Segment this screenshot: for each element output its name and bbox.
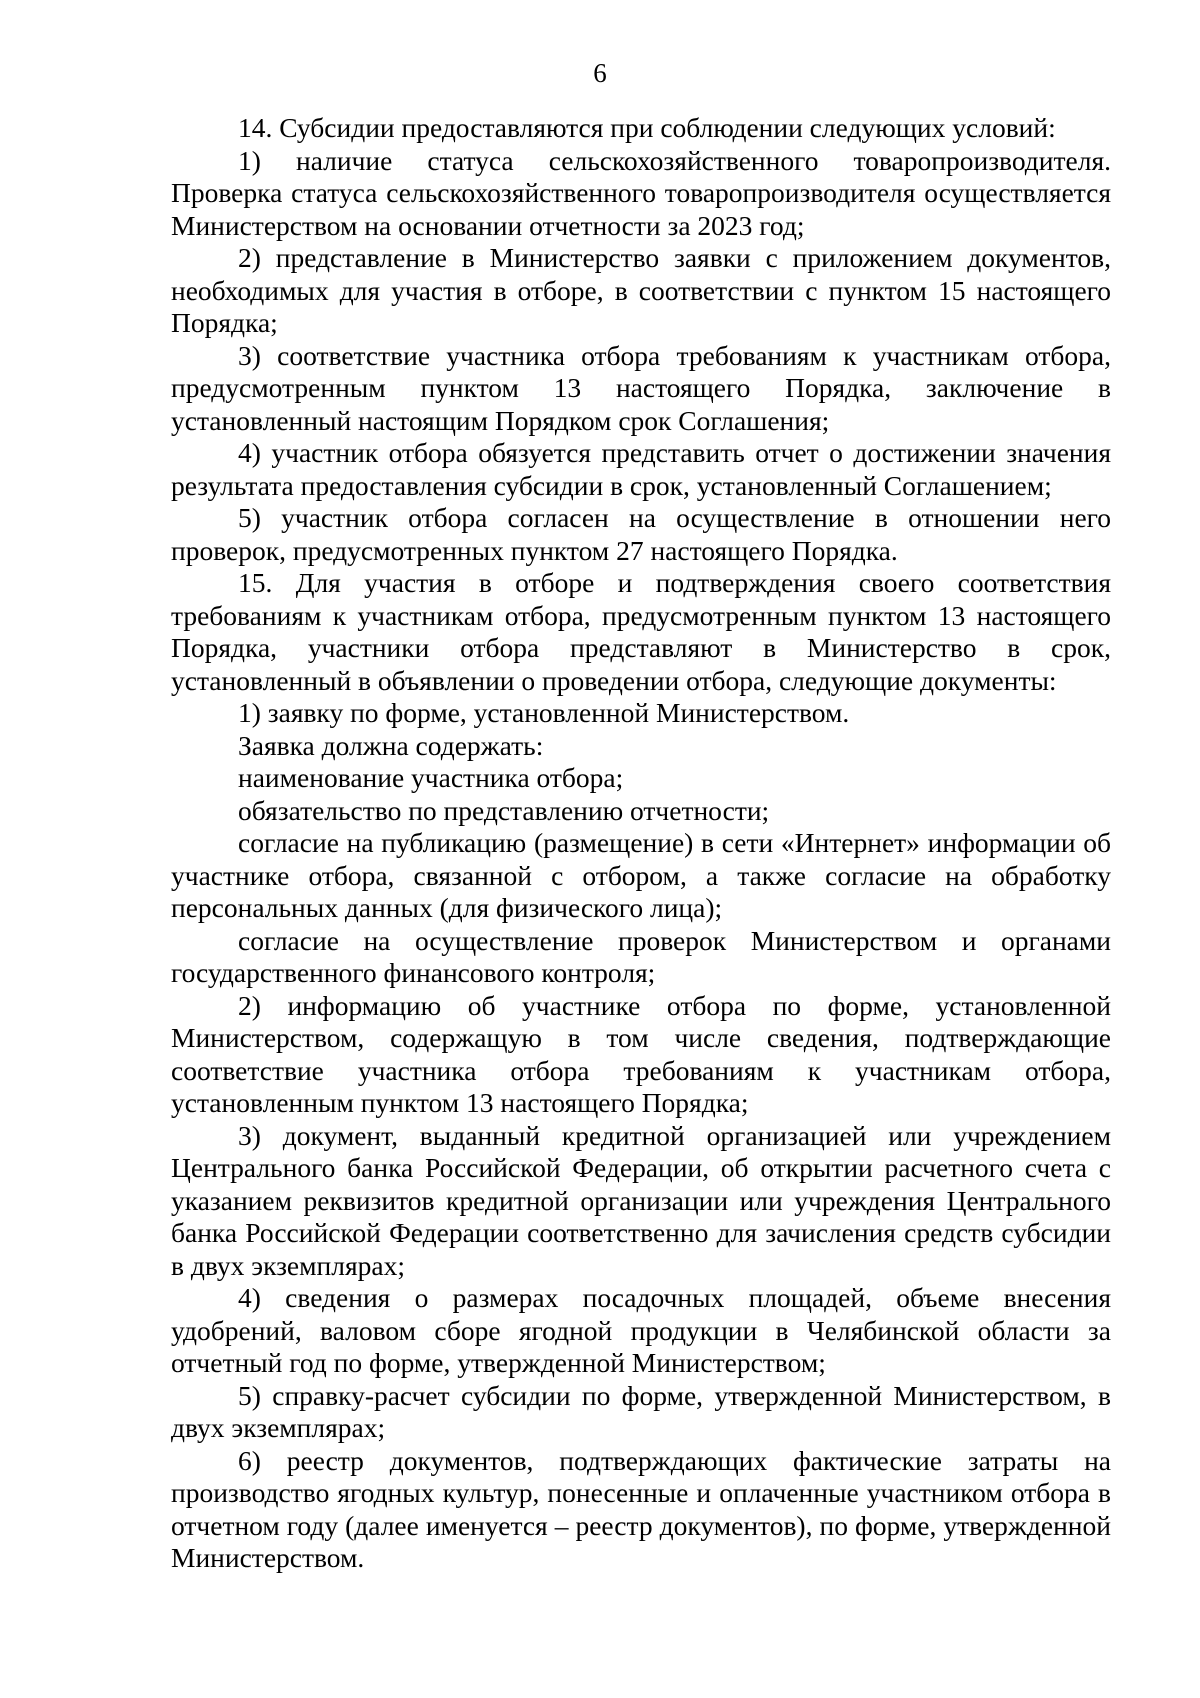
- paragraph-15-6: 6) реестр документов, подтверждающих фактические затраты на производство ягодных культур, понесенные и оплаченные участником отбора в отчетном году (далее именуется – реестр документов), по форме, утвержденной Министерством.: [171, 1444, 1111, 1573]
- document-body: [171, 112, 1111, 1575]
- paragraph-14-5: 5) участник отбора согласен на осуществление в отношении него проверок, предусмотренных пунктом 27 настоящего Порядка.: [171, 502, 1111, 566]
- paragraph-15-5: 5) справку-расчет субсидии по форме, утвержденной Министерством, в двух экземплярах;: [171, 1379, 1111, 1443]
- application-contents-intro: Заявка должна содержать:: [238, 729, 544, 761]
- paragraph-14-4: 4) участник отбора обязуется представить отчет о достижении значения результата предоставления субсидии в срок, установленный Соглашением;: [171, 437, 1111, 501]
- paragraph-14-2: 2) представление в Министерство заявки с приложением документов, необходимых для участия в отборе, в соответствии с пунктом 15 настоящего Порядка;: [171, 242, 1111, 338]
- paragraph-15-3: 3) документ, выданный кредитной организацией или учреждением Центрального банка Российской Федерации, об открытии расчетного счета с указанием реквизитов кредитной организации или учреждения Центрального банка Российской Федерации соответственно для зачисления средств субсидии в двух экземплярах;: [171, 1119, 1111, 1281]
- application-item-reporting: обязательство по представлению отчетности;: [238, 794, 770, 826]
- paragraph-15-1: 1) заявку по форме, установленной Министерством.: [238, 697, 850, 728]
- application-item-inspection-consent: согласие на осуществление проверок Министерством и органами государственного финансового контроля;: [171, 924, 1111, 988]
- application-item-name: наименование участника отбора;: [238, 762, 624, 793]
- paragraph-15: 15. Для участия в отборе и подтверждения своего соответствия требованиям к участникам отбора, предусмотренным пунктом 13 настоящего Порядка, участники отбора представляют в Министерство в срок, установленный в объявлении о проведении отбора, следующие документы:: [171, 567, 1111, 696]
- paragraph-14: 14. Субсидии предоставляются при соблюдении следующих условий:: [238, 112, 1056, 143]
- paragraph-15-2: 2) информацию об участнике отбора по форме, установленной Министерством, содержащую в том числе сведения, подтверждающие соответствие участника отбора требованиям к участникам отбора, установленным пунктом 13 настоящего Порядка;: [171, 989, 1111, 1118]
- application-item-publication-consent: согласие на публикацию (размещение) в сети «Интернет» информации об участнике отбора, связанной с отбором, а также согласие на обработку персональных данных (для физического лица);: [171, 827, 1111, 923]
- paragraph-14-3: 3) соответствие участника отбора требованиям к участникам отбора, предусмотренным пунктом 13 настоящего Порядка, заключение в установленный настоящим Порядком срок Соглашения;: [171, 339, 1111, 436]
- paragraph-15-4: 4) сведения о размерах посадочных площадей, объеме внесения удобрений, валовом сборе ягодной продукции в Челябинской области за отчетный год по форме, утвержденной Министерством;: [171, 1282, 1111, 1378]
- page-number: 6: [593, 58, 607, 88]
- paragraph-14-1: 1) наличие статуса сельскохозяйственного товаропроизводителя. Проверка статуса сельскохозяйственного товаропроизводителя осуществляется Министерством на основании отчетности за 2023 год;: [171, 144, 1111, 241]
